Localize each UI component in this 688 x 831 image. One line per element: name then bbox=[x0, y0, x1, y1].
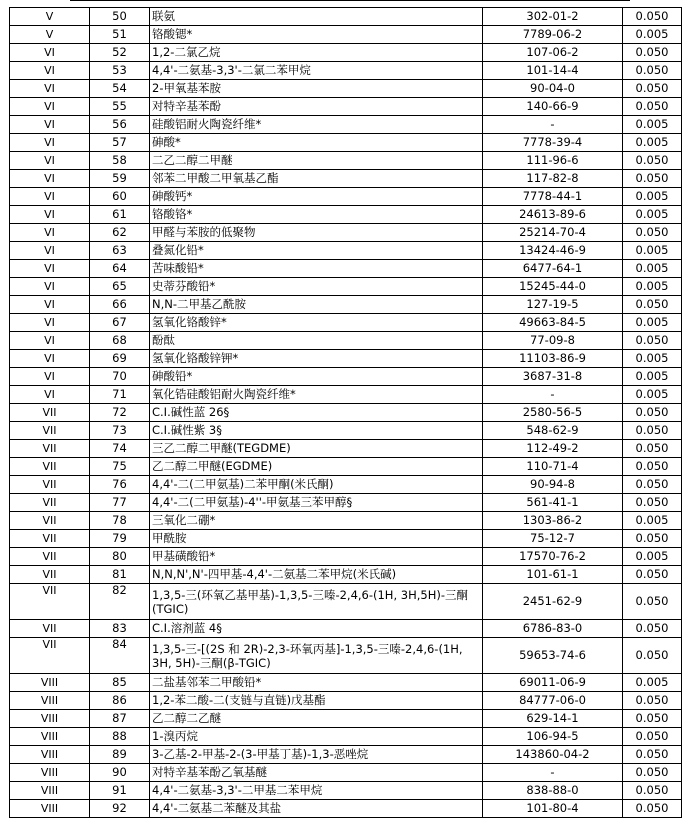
number-cell: 72 bbox=[90, 404, 150, 422]
concentration-cell: 0.005 bbox=[623, 26, 682, 44]
cas-number-cell: 2451-62-9 bbox=[483, 584, 623, 620]
category-cell: VIII bbox=[10, 800, 90, 818]
concentration-cell: 0.050 bbox=[623, 62, 682, 80]
substance-name-cell: 对特辛基苯酚乙氧基醚 bbox=[150, 764, 483, 782]
substance-name-cell: 1,3,5-三-[(2S 和 2R)-2,3-环氧丙基]-1,3,5-三嗪-2,4,6-(1H, 3H, 5H)-三酮(β-TGIC) bbox=[150, 638, 483, 674]
concentration-cell: 0.050 bbox=[623, 638, 682, 674]
substance-name-cell: 2-甲氧基苯胺 bbox=[150, 80, 483, 98]
category-cell: VI bbox=[10, 80, 90, 98]
category-cell: VI bbox=[10, 116, 90, 134]
concentration-cell: 0.050 bbox=[623, 584, 682, 620]
concentration-cell: 0.005 bbox=[623, 386, 682, 404]
concentration-cell: 0.050 bbox=[623, 458, 682, 476]
concentration-cell: 0.050 bbox=[623, 98, 682, 116]
cas-number-cell: 15245-44-0 bbox=[483, 278, 623, 296]
number-cell: 81 bbox=[90, 566, 150, 584]
substance-table-body bbox=[10, 8, 682, 818]
number-cell: 73 bbox=[90, 422, 150, 440]
substance-name-cell: N,N-二甲基乙酰胺 bbox=[150, 296, 483, 314]
category-cell: VI bbox=[10, 98, 90, 116]
concentration-cell: 0.050 bbox=[623, 422, 682, 440]
number-cell: 70 bbox=[90, 368, 150, 386]
table-row bbox=[10, 494, 682, 512]
cas-number-cell: 302-01-2 bbox=[483, 8, 623, 26]
concentration-cell: 0.050 bbox=[623, 530, 682, 548]
table-row bbox=[10, 710, 682, 728]
cas-number-cell: 25214-70-4 bbox=[483, 224, 623, 242]
number-cell: 67 bbox=[90, 314, 150, 332]
substance-table bbox=[9, 7, 682, 818]
category-cell: VI bbox=[10, 386, 90, 404]
substance-name-cell: 硅酸铝耐火陶瓷纤维* bbox=[150, 116, 483, 134]
substance-name-cell: 氢氧化铬酸锌* bbox=[150, 314, 483, 332]
table-row bbox=[10, 350, 682, 368]
cas-number-cell: 110-71-4 bbox=[483, 458, 623, 476]
cas-number-cell: 6477-64-1 bbox=[483, 260, 623, 278]
category-cell: VII bbox=[10, 476, 90, 494]
table-row bbox=[10, 584, 682, 620]
number-cell: 82 bbox=[90, 584, 150, 620]
concentration-cell: 0.005 bbox=[623, 206, 682, 224]
category-cell: VI bbox=[10, 206, 90, 224]
substance-name-cell: 邻苯二甲酸二甲氧基乙酯 bbox=[150, 170, 483, 188]
substance-name-cell: 1,2-二氯乙烷 bbox=[150, 44, 483, 62]
table-row bbox=[10, 422, 682, 440]
number-cell: 52 bbox=[90, 44, 150, 62]
cas-number-cell: 13424-46-9 bbox=[483, 242, 623, 260]
substance-name-cell: C.I.碱性紫 3§ bbox=[150, 422, 483, 440]
substance-name-cell: 联氨 bbox=[150, 8, 483, 26]
concentration-cell: 0.050 bbox=[623, 170, 682, 188]
cas-number-cell: 1303-86-2 bbox=[483, 512, 623, 530]
category-cell: VI bbox=[10, 188, 90, 206]
category-cell: VIII bbox=[10, 710, 90, 728]
number-cell: 79 bbox=[90, 530, 150, 548]
number-cell: 66 bbox=[90, 296, 150, 314]
table-row bbox=[10, 620, 682, 638]
cas-number-cell: 3687-31-8 bbox=[483, 368, 623, 386]
category-cell: VI bbox=[10, 134, 90, 152]
category-cell: VI bbox=[10, 278, 90, 296]
cas-number-cell: 77-09-8 bbox=[483, 332, 623, 350]
number-cell: 58 bbox=[90, 152, 150, 170]
concentration-cell: 0.005 bbox=[623, 260, 682, 278]
table-row bbox=[10, 566, 682, 584]
category-cell: VIII bbox=[10, 764, 90, 782]
number-cell: 75 bbox=[90, 458, 150, 476]
substance-name-cell: 乙二醇二甲醚(EGDME) bbox=[150, 458, 483, 476]
concentration-cell: 0.005 bbox=[623, 242, 682, 260]
table-row bbox=[10, 206, 682, 224]
table-row bbox=[10, 26, 682, 44]
category-cell: VIII bbox=[10, 728, 90, 746]
category-cell: VII bbox=[10, 638, 90, 674]
cas-number-cell: 127-19-5 bbox=[483, 296, 623, 314]
cas-number-cell: 838-88-0 bbox=[483, 782, 623, 800]
concentration-cell: 0.050 bbox=[623, 746, 682, 764]
category-cell: VI bbox=[10, 62, 90, 80]
substance-name-cell: 1,2-苯二酸-二(支链与直链)戊基酯 bbox=[150, 692, 483, 710]
cas-number-cell: - bbox=[483, 116, 623, 134]
table-row bbox=[10, 548, 682, 566]
concentration-cell: 0.050 bbox=[623, 728, 682, 746]
table-row bbox=[10, 764, 682, 782]
cas-number-cell: 106-94-5 bbox=[483, 728, 623, 746]
number-cell: 56 bbox=[90, 116, 150, 134]
cas-number-cell: 7778-39-4 bbox=[483, 134, 623, 152]
substance-name-cell: 砷酸钙* bbox=[150, 188, 483, 206]
substance-name-cell: 4,4'-二氨基二苯醚及其盐 bbox=[150, 800, 483, 818]
number-cell: 71 bbox=[90, 386, 150, 404]
table-row bbox=[10, 242, 682, 260]
substance-name-cell: 4,4'-二氨基-3,3'-二甲基二苯甲烷 bbox=[150, 782, 483, 800]
table-row bbox=[10, 476, 682, 494]
table-row bbox=[10, 332, 682, 350]
concentration-cell: 0.050 bbox=[623, 476, 682, 494]
category-cell: VII bbox=[10, 620, 90, 638]
substance-name-cell: C.I.碱性蓝 26§ bbox=[150, 404, 483, 422]
table-row bbox=[10, 674, 682, 692]
number-cell: 54 bbox=[90, 80, 150, 98]
cas-number-cell: 629-14-1 bbox=[483, 710, 623, 728]
category-cell: V bbox=[10, 26, 90, 44]
number-cell: 55 bbox=[90, 98, 150, 116]
table-row bbox=[10, 260, 682, 278]
table-row bbox=[10, 314, 682, 332]
category-cell: VII bbox=[10, 458, 90, 476]
cas-number-cell: 6786-83-0 bbox=[483, 620, 623, 638]
category-cell: VII bbox=[10, 494, 90, 512]
cas-number-cell: 7789-06-2 bbox=[483, 26, 623, 44]
number-cell: 87 bbox=[90, 710, 150, 728]
category-cell: VI bbox=[10, 152, 90, 170]
substance-name-cell: 二盐基邻苯二甲酸铅* bbox=[150, 674, 483, 692]
concentration-cell: 0.050 bbox=[623, 332, 682, 350]
substance-name-cell: 酚酞 bbox=[150, 332, 483, 350]
table-row bbox=[10, 746, 682, 764]
number-cell: 57 bbox=[90, 134, 150, 152]
category-cell: VI bbox=[10, 350, 90, 368]
cas-number-cell: 90-94-8 bbox=[483, 476, 623, 494]
concentration-cell: 0.005 bbox=[623, 674, 682, 692]
concentration-cell: 0.050 bbox=[623, 764, 682, 782]
cas-number-cell: 140-66-9 bbox=[483, 98, 623, 116]
substance-name-cell: 甲基磺酸铅* bbox=[150, 548, 483, 566]
table-row bbox=[10, 152, 682, 170]
substance-name-cell: 叠氮化铅* bbox=[150, 242, 483, 260]
table-row bbox=[10, 224, 682, 242]
substance-name-cell: 氢氧化铬酸锌钾* bbox=[150, 350, 483, 368]
cas-number-cell: 101-61-1 bbox=[483, 566, 623, 584]
substance-name-cell: 苦味酸铅* bbox=[150, 260, 483, 278]
number-cell: 76 bbox=[90, 476, 150, 494]
substance-name-cell: 砷酸铅* bbox=[150, 368, 483, 386]
cas-number-cell: 49663-84-5 bbox=[483, 314, 623, 332]
concentration-cell: 0.050 bbox=[623, 152, 682, 170]
table-row bbox=[10, 80, 682, 98]
number-cell: 65 bbox=[90, 278, 150, 296]
number-cell: 59 bbox=[90, 170, 150, 188]
category-cell: VIII bbox=[10, 674, 90, 692]
category-cell: VI bbox=[10, 368, 90, 386]
concentration-cell: 0.005 bbox=[623, 548, 682, 566]
table-row bbox=[10, 368, 682, 386]
cas-number-cell: 84777-06-0 bbox=[483, 692, 623, 710]
number-cell: 63 bbox=[90, 242, 150, 260]
number-cell: 69 bbox=[90, 350, 150, 368]
number-cell: 80 bbox=[90, 548, 150, 566]
number-cell: 53 bbox=[90, 62, 150, 80]
table-row bbox=[10, 62, 682, 80]
cas-number-cell: 117-82-8 bbox=[483, 170, 623, 188]
cas-number-cell: 101-80-4 bbox=[483, 800, 623, 818]
concentration-cell: 0.050 bbox=[623, 404, 682, 422]
cas-number-cell: 548-62-9 bbox=[483, 422, 623, 440]
substance-name-cell: 甲酰胺 bbox=[150, 530, 483, 548]
concentration-cell: 0.050 bbox=[623, 800, 682, 818]
number-cell: 77 bbox=[90, 494, 150, 512]
cas-number-cell: 2580-56-5 bbox=[483, 404, 623, 422]
category-cell: VII bbox=[10, 530, 90, 548]
number-cell: 86 bbox=[90, 692, 150, 710]
table-row bbox=[10, 530, 682, 548]
number-cell: 61 bbox=[90, 206, 150, 224]
concentration-cell: 0.050 bbox=[623, 494, 682, 512]
substance-name-cell: 1-溴丙烷 bbox=[150, 728, 483, 746]
substance-name-cell: 铬酸锶* bbox=[150, 26, 483, 44]
concentration-cell: 0.050 bbox=[623, 710, 682, 728]
substance-name-cell: 4,4'-二氨基-3,3'-二氯二苯甲烷 bbox=[150, 62, 483, 80]
substance-name-cell: 砷酸* bbox=[150, 134, 483, 152]
number-cell: 51 bbox=[90, 26, 150, 44]
table-row bbox=[10, 386, 682, 404]
cas-number-cell: 69011-06-9 bbox=[483, 674, 623, 692]
number-cell: 60 bbox=[90, 188, 150, 206]
number-cell: 89 bbox=[90, 746, 150, 764]
category-cell: VII bbox=[10, 404, 90, 422]
table-row bbox=[10, 458, 682, 476]
category-cell: VIII bbox=[10, 782, 90, 800]
cas-number-cell: 75-12-7 bbox=[483, 530, 623, 548]
substance-name-cell: 甲醛与苯胺的低聚物 bbox=[150, 224, 483, 242]
concentration-cell: 0.050 bbox=[623, 782, 682, 800]
category-cell: VII bbox=[10, 548, 90, 566]
substance-name-cell: 1,3,5-三(环氧乙基甲基)-1,3,5-三嗪-2,4,6-(1H, 3H,5H)-三酮(TGIC) bbox=[150, 584, 483, 620]
substance-name-cell: 铬酸铬* bbox=[150, 206, 483, 224]
concentration-cell: 0.050 bbox=[623, 440, 682, 458]
category-cell: VII bbox=[10, 440, 90, 458]
substance-name-cell: 对特辛基苯酚 bbox=[150, 98, 483, 116]
category-cell: VII bbox=[10, 584, 90, 620]
number-cell: 92 bbox=[90, 800, 150, 818]
cas-number-cell: 101-14-4 bbox=[483, 62, 623, 80]
concentration-cell: 0.005 bbox=[623, 512, 682, 530]
category-cell: VI bbox=[10, 170, 90, 188]
number-cell: 62 bbox=[90, 224, 150, 242]
category-cell: V bbox=[10, 8, 90, 26]
number-cell: 84 bbox=[90, 638, 150, 674]
table-row bbox=[10, 692, 682, 710]
cas-number-cell: 111-96-6 bbox=[483, 152, 623, 170]
substance-name-cell: N,N,N',N'-四甲基-4,4'-二氨基二苯甲烷(米氏碱) bbox=[150, 566, 483, 584]
concentration-cell: 0.050 bbox=[623, 620, 682, 638]
category-cell: VI bbox=[10, 314, 90, 332]
concentration-cell: 0.005 bbox=[623, 314, 682, 332]
substance-name-cell: 氧化锆硅酸铝耐火陶瓷纤维* bbox=[150, 386, 483, 404]
concentration-cell: 0.050 bbox=[623, 8, 682, 26]
category-cell: VI bbox=[10, 332, 90, 350]
table-row bbox=[10, 116, 682, 134]
substance-name-cell: 二乙二醇二甲醚 bbox=[150, 152, 483, 170]
category-cell: VI bbox=[10, 224, 90, 242]
category-cell: VIII bbox=[10, 746, 90, 764]
substance-name-cell: C.I.溶剂蓝 4§ bbox=[150, 620, 483, 638]
concentration-cell: 0.050 bbox=[623, 224, 682, 242]
table-row bbox=[10, 512, 682, 530]
table-row bbox=[10, 800, 682, 818]
concentration-cell: 0.005 bbox=[623, 350, 682, 368]
concentration-cell: 0.050 bbox=[623, 296, 682, 314]
table-row bbox=[10, 44, 682, 62]
category-cell: VIII bbox=[10, 692, 90, 710]
concentration-cell: 0.005 bbox=[623, 134, 682, 152]
table-row bbox=[10, 782, 682, 800]
number-cell: 74 bbox=[90, 440, 150, 458]
number-cell: 68 bbox=[90, 332, 150, 350]
cas-number-cell: 17570-76-2 bbox=[483, 548, 623, 566]
table-row bbox=[10, 278, 682, 296]
cas-number-cell: 107-06-2 bbox=[483, 44, 623, 62]
table-row bbox=[10, 98, 682, 116]
table-row bbox=[10, 170, 682, 188]
cas-number-cell: 7778-44-1 bbox=[483, 188, 623, 206]
category-cell: VI bbox=[10, 296, 90, 314]
table-row bbox=[10, 440, 682, 458]
table-row bbox=[10, 296, 682, 314]
substance-name-cell: 3-乙基-2-甲基-2-(3-甲基丁基)-1,3-恶唑烷 bbox=[150, 746, 483, 764]
number-cell: 91 bbox=[90, 782, 150, 800]
number-cell: 78 bbox=[90, 512, 150, 530]
category-cell: VII bbox=[10, 422, 90, 440]
number-cell: 90 bbox=[90, 764, 150, 782]
number-cell: 88 bbox=[90, 728, 150, 746]
cas-number-cell: 24613-89-6 bbox=[483, 206, 623, 224]
cas-number-cell: - bbox=[483, 764, 623, 782]
substance-name-cell: 乙二醇二乙醚 bbox=[150, 710, 483, 728]
category-cell: VII bbox=[10, 566, 90, 584]
table-row bbox=[10, 188, 682, 206]
substance-name-cell: 三氧化二硼* bbox=[150, 512, 483, 530]
substance-name-cell: 三乙二醇二甲醚(TEGDME) bbox=[150, 440, 483, 458]
table-row bbox=[10, 134, 682, 152]
concentration-cell: 0.005 bbox=[623, 278, 682, 296]
substance-name-cell: 史蒂芬酸铅* bbox=[150, 278, 483, 296]
cas-number-cell: - bbox=[483, 386, 623, 404]
number-cell: 64 bbox=[90, 260, 150, 278]
substance-name-cell: 4,4'-二(二甲氨基)二苯甲酮(米氏酮) bbox=[150, 476, 483, 494]
number-cell: 50 bbox=[90, 8, 150, 26]
concentration-cell: 0.005 bbox=[623, 116, 682, 134]
substance-name-cell: 4,4'-二(二甲氨基)-4''-甲氨基三苯甲醇§ bbox=[150, 494, 483, 512]
number-cell: 83 bbox=[90, 620, 150, 638]
cas-number-cell: 90-04-0 bbox=[483, 80, 623, 98]
cas-number-cell: 561-41-1 bbox=[483, 494, 623, 512]
concentration-cell: 0.005 bbox=[623, 188, 682, 206]
concentration-cell: 0.050 bbox=[623, 44, 682, 62]
table-row bbox=[10, 638, 682, 674]
cas-number-cell: 143860-04-2 bbox=[483, 746, 623, 764]
number-cell: 85 bbox=[90, 674, 150, 692]
category-cell: VI bbox=[10, 44, 90, 62]
cas-number-cell: 11103-86-9 bbox=[483, 350, 623, 368]
table-row bbox=[10, 728, 682, 746]
concentration-cell: 0.050 bbox=[623, 566, 682, 584]
category-cell: VI bbox=[10, 260, 90, 278]
concentration-cell: 0.005 bbox=[623, 368, 682, 386]
table-row bbox=[10, 8, 682, 26]
table-row bbox=[10, 404, 682, 422]
category-cell: VII bbox=[10, 512, 90, 530]
concentration-cell: 0.050 bbox=[623, 692, 682, 710]
top-rule bbox=[70, 0, 630, 1]
cas-number-cell: 59653-74-6 bbox=[483, 638, 623, 674]
concentration-cell: 0.050 bbox=[623, 80, 682, 98]
cas-number-cell: 112-49-2 bbox=[483, 440, 623, 458]
category-cell: VI bbox=[10, 242, 90, 260]
